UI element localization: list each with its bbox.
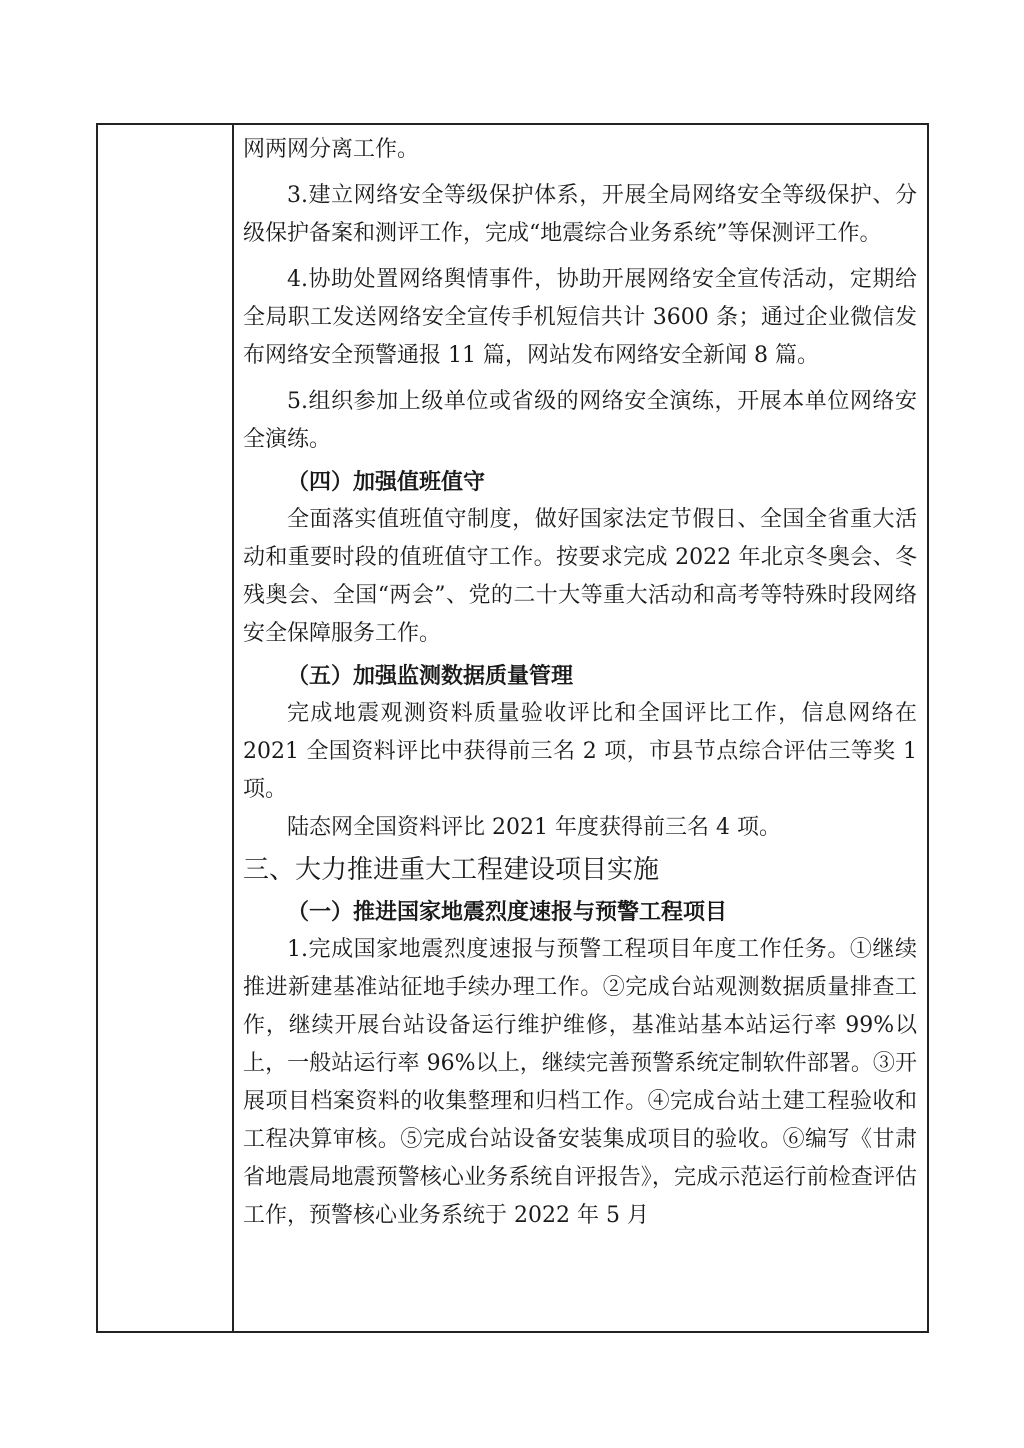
part-3-sub-1-heading: （一）推进国家地震烈度速报与预警工程项目 bbox=[287, 899, 728, 925]
part-3-heading: 三、大力推进重大工程建设项目实施 bbox=[243, 855, 660, 885]
section-5-body-2: 陆态网全国资料评比 2021 年度获得前三名 4 项。 bbox=[287, 815, 781, 840]
section-5-body-1: 完成地震观测资料质量验收评比和全国评比工作，信息网络在 2021 全国资料评比中获得前三名 2 项，市县节点综合评估三等奖 1 项。 bbox=[243, 701, 917, 802]
section-4-heading: （四）加强值班值守 bbox=[287, 469, 486, 495]
item-5: 5.组织参加上级单位或省级的网络安全演练，开展本单位网络安全演练。 bbox=[243, 389, 917, 452]
part-3-body: 1.完成国家地震烈度速报与预警工程项目年度工作任务。①继续推进新建基准站征地手续办理工作。②完成台站观测数据质量排查工作，继续开展台站设备运行维护维修，基准站基本站运行率 99%以上，一般站运行率 96%以上，继续完善预警系统定制软件部署。③开展项目档案资料的收集整理和归档工作。④完成台站土建工程验收和工程决算审核。⑤完成台站设备安装集成项目的验收。⑥编写《甘肃省地震局地震预警核心业务系统自评报告》，完成示范运行前检查评估工作，预警核心业务系统于 2022 年 5 月 bbox=[243, 937, 917, 1228]
item-4: 4.协助处置网络舆情事件，协助开展网络安全宣传活动，定期给全局职工发送网络安全宣传手机短信共计 3600 条；通过企业微信发布网络安全预警通报 11 篇，网站发布网络安全新闻 8 篇。 bbox=[243, 267, 917, 368]
table-label-column bbox=[98, 125, 234, 1331]
item-3: 3.建立网络安全等级保护体系，开展全局网络安全等级保护、分级保护备案和测评工作，完成“地震综合业务系统”等保测评工作。 bbox=[243, 183, 917, 246]
report-table bbox=[96, 123, 929, 1333]
table-content-cell bbox=[243, 131, 917, 1235]
continuation-text: 网两网分离工作。 bbox=[243, 137, 420, 162]
section-4-body: 全面落实值班值守制度，做好国家法定节假日、全国全省重大活动和重要时段的值班值守工作。按要求完成 2022 年北京冬奥会、冬残奥会、全国“两会”、党的二十大等重大活动和高考等特殊时段网络安全保障服务工作。 bbox=[243, 507, 917, 646]
section-5-heading: （五）加强监测数据质量管理 bbox=[287, 663, 574, 689]
